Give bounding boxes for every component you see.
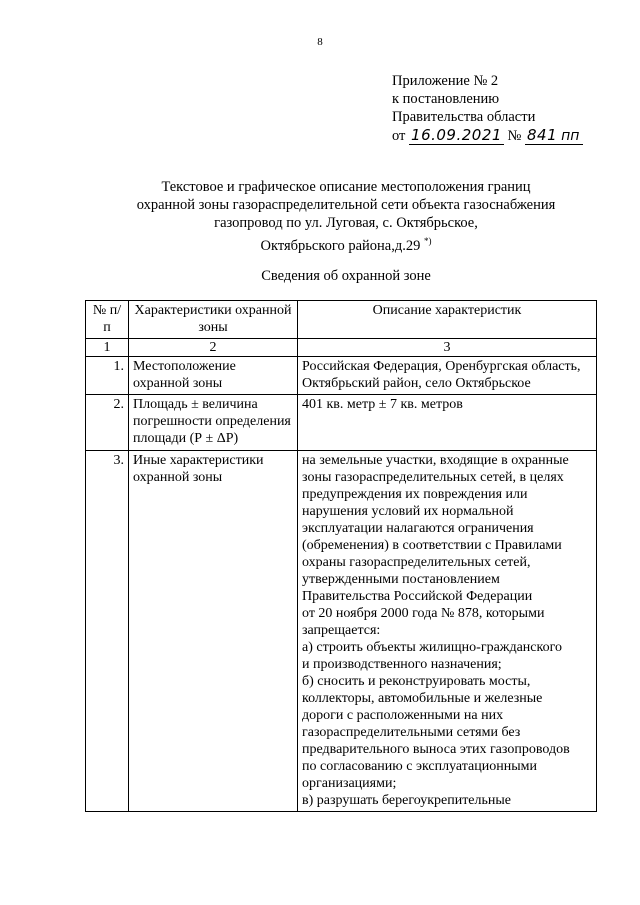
column-number-1: 1: [86, 339, 129, 357]
description-line: охраны газораспределительных сетей,: [302, 555, 531, 570]
handwritten-date: 16.09.2021: [411, 126, 502, 144]
page-number: 8: [317, 36, 323, 48]
header-num: № п/п: [86, 301, 129, 339]
description-line: а) строить объекты жилищно-гражданского: [302, 640, 562, 655]
appendix-line-2: к постановлению: [392, 91, 500, 107]
number-label: №: [507, 128, 522, 144]
title-line-3: газопровод по ул. Луговая, с. Октябрьское,: [214, 215, 478, 231]
description-line: б) сносить и реконструировать мосты,: [302, 674, 531, 689]
description-line: от 20 ноября 2000 года № 878, которыми: [302, 606, 545, 621]
title-line-2: охранной зоны газораспределительной сети объекта газоснабжения: [136, 197, 556, 213]
title-line-4-text: Октябрьского района,д.29: [260, 237, 421, 254]
protection-zone-table: [85, 300, 597, 812]
appendix-line-4: [392, 126, 583, 145]
description-line: зоны газораспределительных сетей, в целях: [302, 470, 564, 485]
description-line: (обременения) в соответствии с Правилами: [302, 538, 562, 553]
description-line: организациями;: [302, 776, 397, 791]
row-num: 2.: [86, 395, 129, 451]
row-description: [298, 451, 597, 812]
from-label: от: [392, 128, 406, 144]
table-row: [86, 451, 597, 812]
row-description: 401 кв. метр ± 7 кв. метров: [298, 395, 597, 451]
row-characteristic: Иные характеристики охранной зоны: [129, 451, 298, 812]
column-number-row: [86, 339, 597, 357]
document-title: [96, 178, 596, 255]
description-line: коллекторы, автомобильные и железные: [302, 691, 543, 706]
description-line: нарушения условий их нормальной: [302, 504, 514, 519]
description-line: дороги с расположенными на них: [302, 708, 504, 723]
description-line: в) разрушать берегоукрепительные: [302, 793, 512, 808]
handwritten-suffix: пп: [559, 128, 583, 145]
description-line: газораспределительными сетями без: [302, 725, 521, 740]
appendix-line-3: Правительства области: [392, 109, 536, 125]
row-characteristic: Местоположение охранной зоны: [129, 357, 298, 395]
footnote-mark: *): [423, 236, 432, 246]
header-description: Описание характеристик: [298, 301, 597, 339]
description-line: эксплуатации налагаются ограничения: [302, 521, 534, 536]
description-line: утвержденными постановлением: [302, 572, 500, 587]
row-description: Российская Федерация, Оренбургская область, Октябрьский район, село Октябрьское: [298, 357, 597, 395]
row-num: 3.: [86, 451, 129, 812]
table-row: [86, 395, 597, 451]
section-subtitle: Сведения об охранной зоне: [261, 268, 431, 284]
row-num: 1.: [86, 357, 129, 395]
title-line-4: [96, 232, 596, 255]
description-line: предупреждения их повреждения или: [302, 487, 528, 502]
description-line: на земельные участки, входящие в охранные: [302, 453, 569, 468]
appendix-block: [392, 72, 583, 145]
description-line: по согласованию с эксплуатационными: [302, 759, 537, 774]
description-line: запрещается:: [302, 623, 381, 638]
column-number-3: 3: [298, 339, 597, 357]
description-line: и производственного назначения;: [302, 657, 502, 672]
handwritten-number: 841: [527, 126, 558, 144]
row-characteristic: Площадь ± величина погрешности определения площади (Р ± ΔР): [129, 395, 298, 451]
description-line: предварительного выноса этих газопроводов: [302, 742, 570, 757]
title-line-1: Текстовое и графическое описание местоположения границ: [161, 179, 531, 195]
table-header-row: [86, 301, 597, 339]
column-number-2: 2: [129, 339, 298, 357]
header-characteristics: Характеристики охранной зоны: [129, 301, 298, 339]
description-line: Правительства Российской Федерации: [302, 589, 533, 604]
table-row: [86, 357, 597, 395]
appendix-line-1: Приложение № 2: [392, 73, 499, 89]
